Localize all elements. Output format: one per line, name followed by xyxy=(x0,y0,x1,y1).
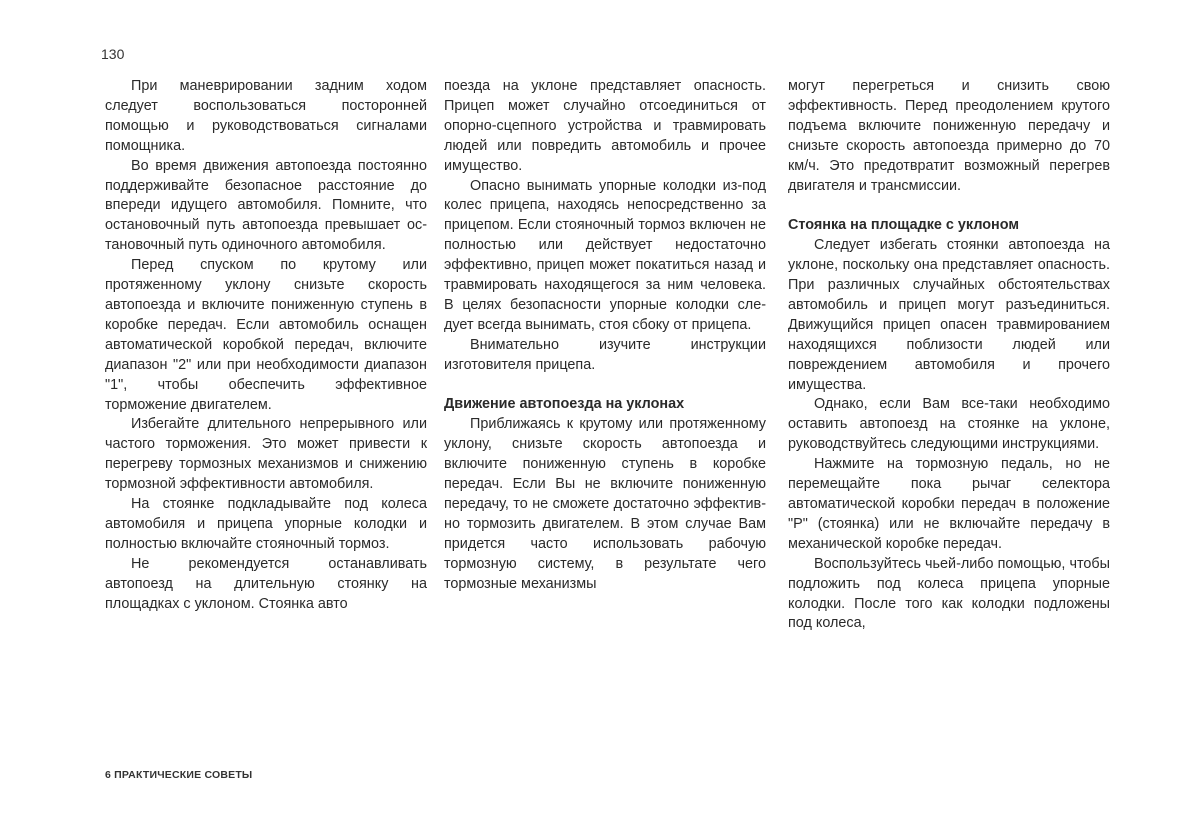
spacer xyxy=(444,376,766,396)
text-column-3 xyxy=(788,77,1110,634)
paragraph: могут перегреться и снизить свою эффективность. Перед преодолением крутого подъема включите пониженную передачу и снизьте скорость автопоезда примерно до 70 км/ч. Это предотвратит возможный перегрев двигателя и трансмиссии. xyxy=(788,78,1110,194)
page-number: 130 xyxy=(101,46,125,62)
paragraph: Перед спуском по крутому или протяженному уклону снизьте скорость автопоезда и включите пониженную ступень в коробке передач. Если автомобиль оснащен автоматической коробкой передач, включите диапазон "2" или при необходимости диапазон "1", чтобы обеспечить эффективное торможение двигателем. xyxy=(105,257,427,413)
paragraph: Избегайте длительного непрерывного или частого торможения. Это может привести к перегреву тормозных механизмов и снижению тормозной эффективности автомобиля. xyxy=(105,416,427,493)
paragraph: Внимательно изучите инструкции изготовителя прицепа. xyxy=(444,336,766,373)
section-footer: 6 ПРАКТИЧЕСКИЕ СОВЕТЫ xyxy=(105,769,253,781)
paragraph: Следует избегать стоянки автопоезда на уклоне, поскольку она представляет опасность. При различных случайных обстоятельствах автомобиль и прицеп могут разъединиться. Движущийся прицеп опасен травмированием находящихся поблизости людей или повреждением автомобиля и прочего имущества. xyxy=(788,237,1110,393)
paragraph: Нажмите на тормозную педаль, но не перемещайте пока рычаг селектора автоматической коробки передач в положение "P" (стоянка) или не включайте передачу в механической коробке передач. xyxy=(788,456,1110,552)
paragraph: Однако, если Вам все-таки необходимо оставить автопоезд на стоянке на уклоне, руководствуйтесь следующими инструкциями. xyxy=(788,396,1110,453)
text-column-1 xyxy=(105,77,427,614)
paragraph: поезда на уклоне представляет опасность. Прицеп может случайно отсоединиться от опорно-сцепного устройства и травмировать людей или повредить автомобиль и прочее имущество. xyxy=(444,78,766,174)
section-heading: Стоянка на площадке с уклоном xyxy=(788,217,1019,234)
paragraph: Приближаясь к крутому или протяженному уклону, снизьте скорость автопоезда и включите пониженную ступень в коробке передач. Если Вы не включите пониженную передачу, то не сможете достаточно эффективно тормозить двигателем. В этом случае Вам придется часто использовать рабочую тормозную систему, в результате чего тормозные механизмы xyxy=(444,416,766,592)
paragraph: Воспользуйтесь чьей-либо помощью, чтобы подложить под колеса прицепа упорные колодки. После того как колодки подложены под колеса, xyxy=(788,555,1110,632)
section-heading: Движение автопоезда на уклонах xyxy=(444,396,685,413)
text-column-2 xyxy=(444,77,766,595)
paragraph: Не рекомендуется останавливать автопоезд на длительную стоянку на площадках с уклоном. Стоянка авто xyxy=(105,555,427,612)
paragraph: Опасно вынимать упорные колодки из-под колес прицепа, находясь непосредственно за прицепом. Если стояночный тормоз включен не полностью или действует недостаточно эффективно, прицеп может покатиться назад и травмировать находящегося за ним человека. В целях безопасности упорные колодки следует всегда вынимать, стоя сбоку от прицепа. xyxy=(444,177,766,333)
paragraph: На стоянке подкладывайте под колеса автомобиля и прицепа упорные колодки и полностью включайте стояночный тормоз. xyxy=(105,496,427,552)
paragraph: При маневрировании задним ходом следует воспользоваться посторонней помощью и руководствоваться сигналами помощника. xyxy=(105,78,427,154)
paragraph: Во время движения автопоезда постоянно поддерживайте безопасное расстояние до впереди идущего автомобиля. Помните, что остановочный путь автопоезда превышает остановочный путь одиночного автомобиля. xyxy=(105,157,427,254)
spacer xyxy=(788,196,1110,216)
